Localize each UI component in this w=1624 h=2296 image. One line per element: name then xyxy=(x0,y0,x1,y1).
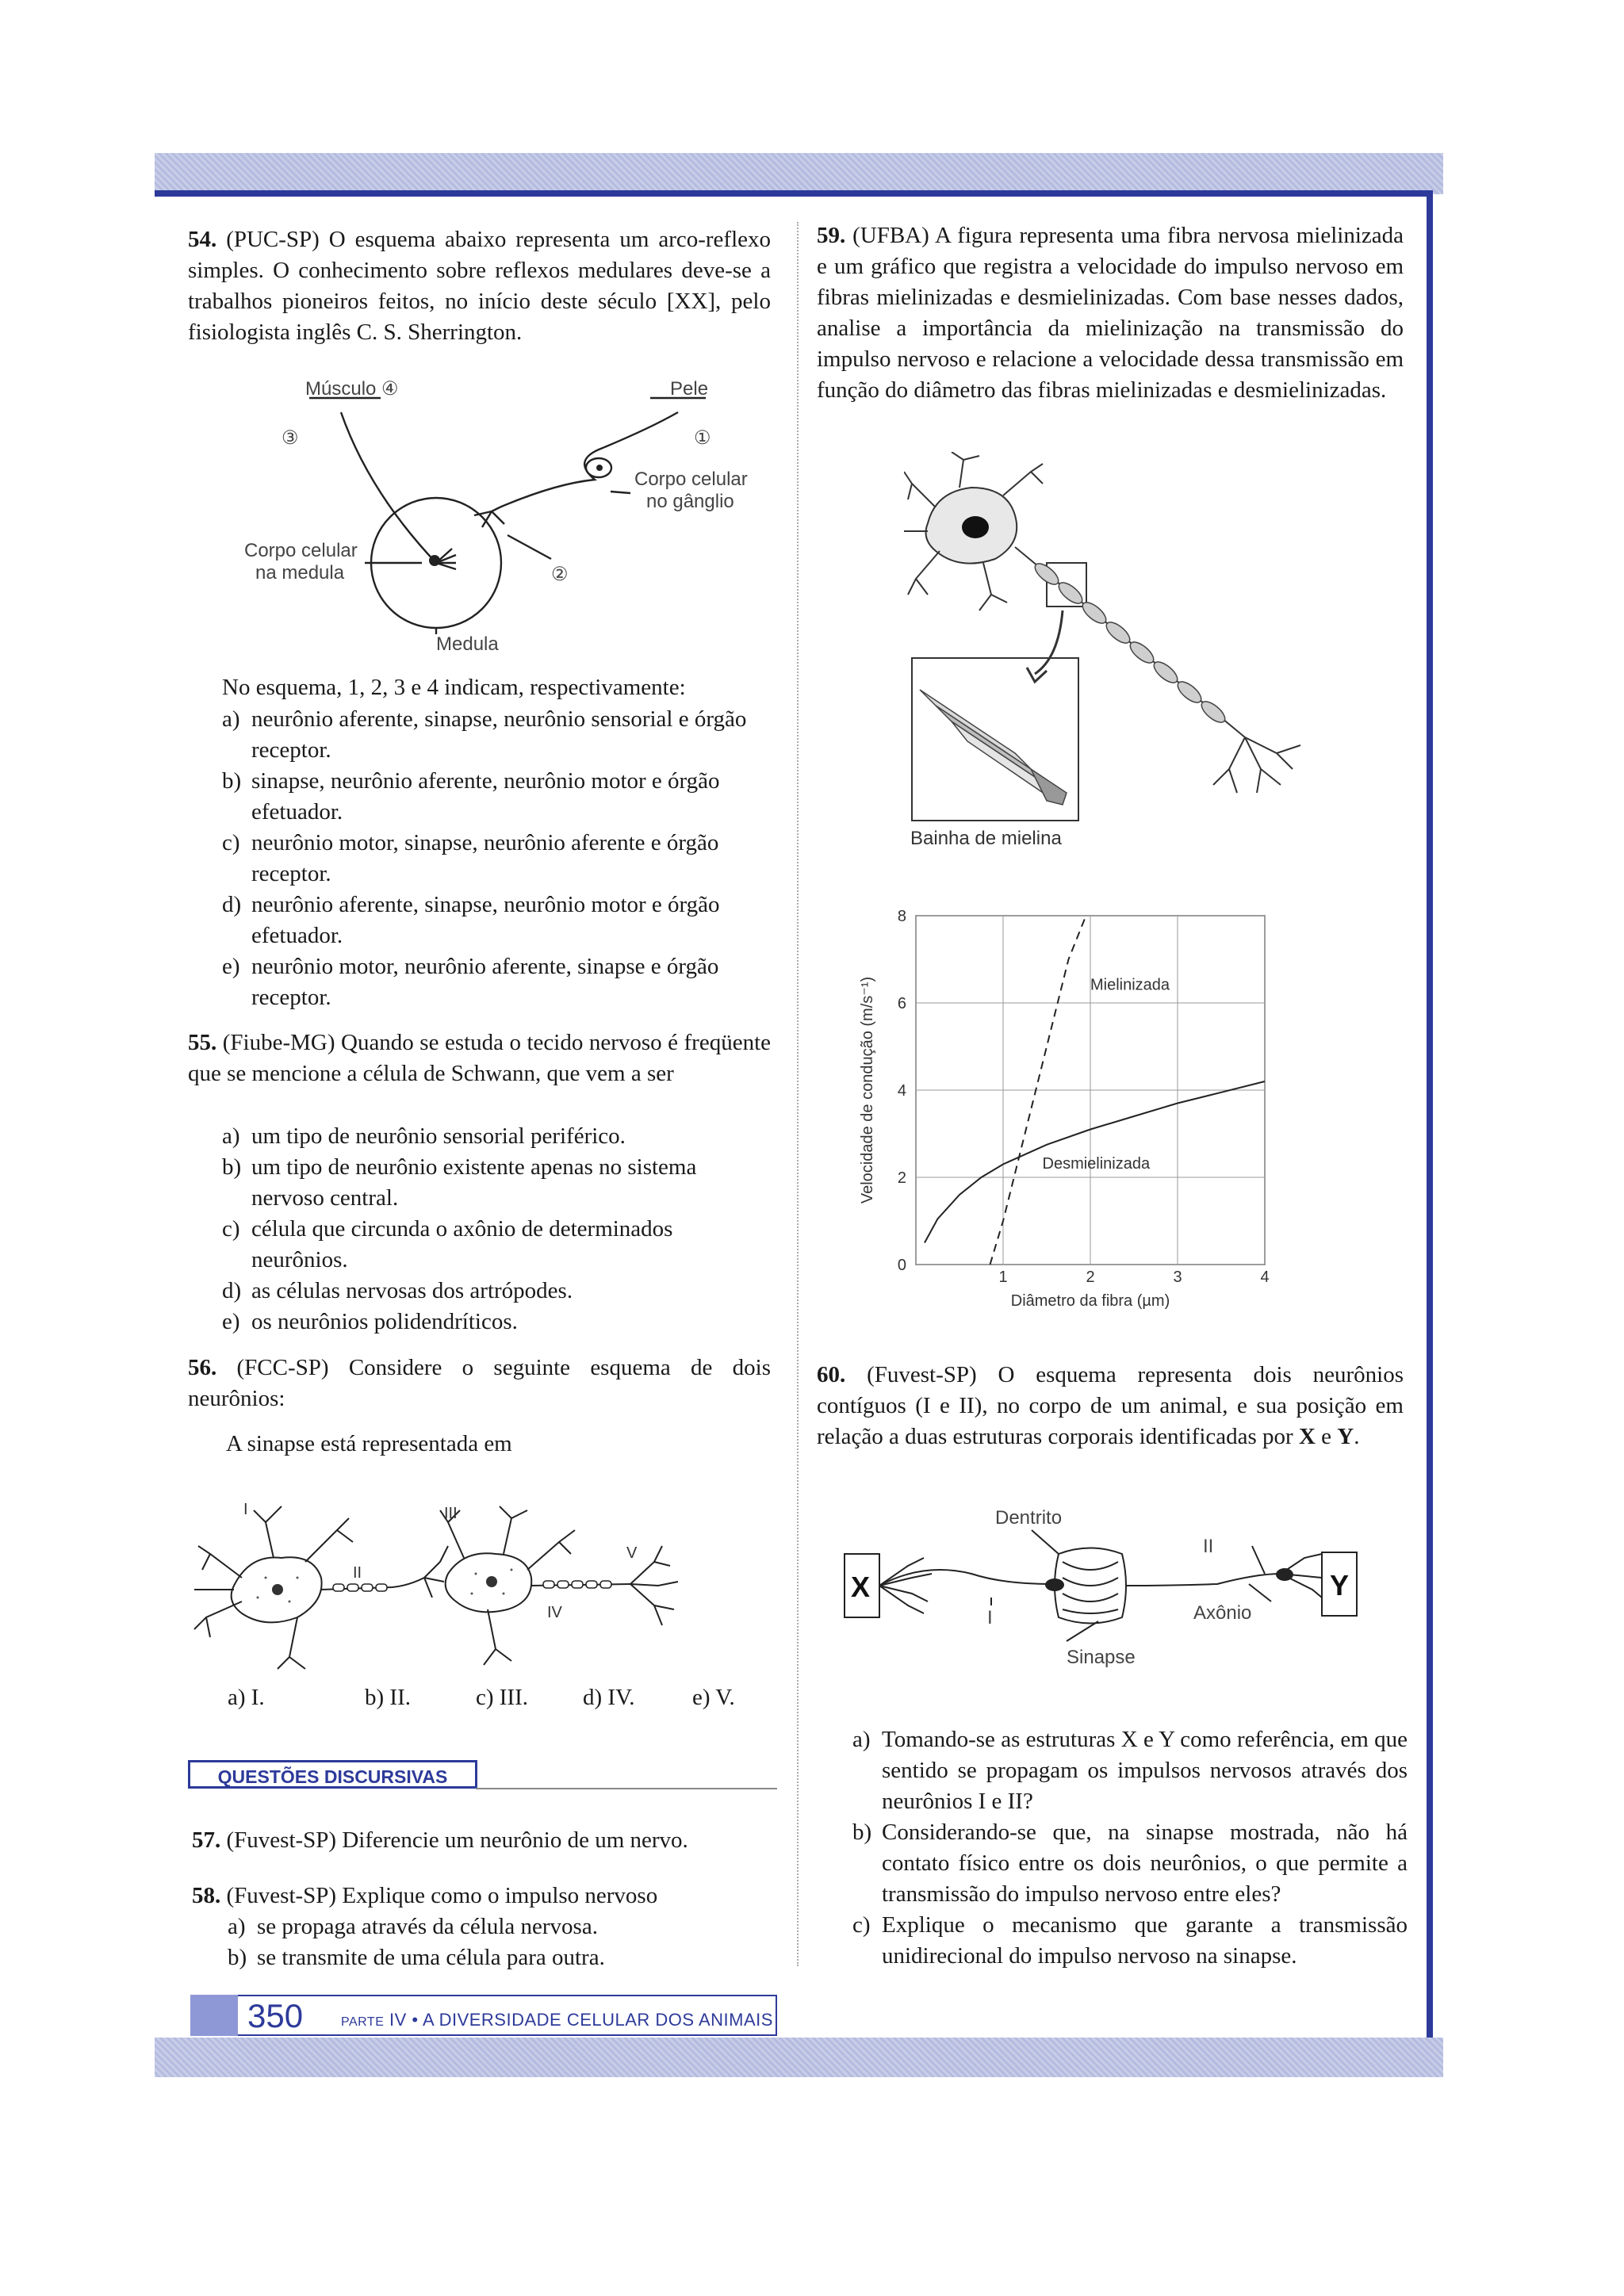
question-58 xyxy=(192,1881,775,1911)
section-rule xyxy=(476,1788,777,1789)
label-sinapse: Sinapse xyxy=(1067,1647,1136,1668)
y-tick-label: 0 xyxy=(897,1257,906,1274)
label-corpo-ganglio-1: Corpo celular xyxy=(634,469,748,490)
q60-option-b: b) Considerando-se que, na sinapse mostrada, não há contato físico entre os dois neurônios, o que permite a transmissão do impulso nervoso entre eles? xyxy=(852,1820,1408,1907)
question-56-stem: A sinapse está representada em xyxy=(226,1431,512,1456)
y-tick-label: 2 xyxy=(897,1169,906,1187)
q54-option-d: d) neurônio aferente, sinapse, neurônio motor e órgão efetuador. xyxy=(222,892,720,948)
bottom-band xyxy=(155,2038,1443,2077)
q56-option-c: c) III. xyxy=(476,1685,529,1710)
chart-grid xyxy=(916,916,1265,1265)
chart-labels xyxy=(859,908,1270,1310)
x-tick-label: 4 xyxy=(1260,1269,1270,1286)
question-text: (FCC-SP) Considere o seguinte esquema de dois neurônios: xyxy=(188,1355,771,1411)
footer-title: PARTE IV • A DIVERSIDADE CELULAR DOS ANIMAIS xyxy=(341,2010,773,2030)
two-neurons-synapse-diagram xyxy=(837,1498,1408,1697)
q56-option-d: d) IV. xyxy=(583,1685,635,1710)
two-neurons-diagram xyxy=(186,1498,741,1681)
label-V: V xyxy=(626,1544,638,1562)
question-text: (Fiube-MG) Quando se estuda o tecido nervoso é freqüente que se mencione a célula de Schwann, que vem a ser xyxy=(188,1030,771,1086)
x-tick-label: 2 xyxy=(1086,1269,1095,1286)
neuron-I-axon xyxy=(879,1570,1051,1586)
footer-accent xyxy=(190,1995,238,2036)
question-60: 60. (Fuvest-SP) O esquema representa dois neurônios contíguos (I e II), no corpo de um animal, e sua posição em relação a duas estruturas corporais identificadas por X e Y. xyxy=(817,1362,1404,1449)
frame-right-rule xyxy=(1427,190,1433,2038)
y-tick-label: 4 xyxy=(897,1082,906,1100)
label-III: III xyxy=(444,1505,458,1522)
question-56 xyxy=(188,1353,771,1414)
question-number: 54. xyxy=(188,227,217,252)
label-Y: Y xyxy=(1330,1569,1350,1601)
question-59 xyxy=(817,220,1404,406)
top-band xyxy=(155,153,1443,194)
q55-option-a: a) um tipo de neurônio sensorial periférico. xyxy=(222,1123,626,1149)
question-number: 58. xyxy=(192,1883,221,1908)
q54-option-e: e) neurônio motor, neurônio aferente, sinapse e órgão receptor. xyxy=(222,954,719,1010)
q56-option-e: e) V. xyxy=(692,1685,735,1710)
question-number: 57. xyxy=(192,1827,221,1853)
section-header: QUESTÕES DISCURSIVAS xyxy=(188,1760,477,1789)
label-corpo-medula-2: na medula xyxy=(255,562,345,584)
label-pele: Pele xyxy=(670,378,709,400)
label-I: I xyxy=(987,1607,993,1628)
question-text: (Fuvest-SP) Diferencie um neurônio de um nervo. xyxy=(226,1827,688,1853)
question-54 xyxy=(188,224,771,348)
label-I: I xyxy=(243,1501,248,1518)
label-2: ② xyxy=(551,564,569,585)
label-II: II xyxy=(1203,1536,1214,1557)
label-1: ① xyxy=(694,427,711,449)
label-X: X xyxy=(851,1571,871,1603)
q58-option-b: b) se transmite de uma célula para outra. xyxy=(228,1945,605,1970)
question-55 xyxy=(188,1027,771,1089)
question-text: (Fuvest-SP) O esquema representa dois neurônios contíguos (I e II), no corpo de um animal, e sua posição em relação a duas estruturas corporais identificadas por xyxy=(817,1362,1404,1449)
question-number: 60. xyxy=(817,1362,846,1387)
label-musculo: Músculo ④ xyxy=(305,378,399,400)
label-3: ③ xyxy=(282,427,299,449)
question-text: (Fuvest-SP) Explique como o impulso nervoso xyxy=(226,1883,658,1908)
q60-option-a: a) Tomando-se as estruturas X e Y como referência, em que sentido se propagam os impulsos nervosos através dos neurônios I e II? xyxy=(852,1727,1408,1814)
page-number: 350 xyxy=(247,1997,304,2034)
q54-option-b: b) sinapse, neurônio aferente, neurônio motor e órgão efetuador. xyxy=(222,768,720,825)
question-number: 59. xyxy=(817,223,846,248)
label-corpo-ganglio-2: no gânglio xyxy=(646,491,734,512)
q58-option-a: a) se propaga através da célula nervosa. xyxy=(228,1914,598,1939)
question-text: (PUC-SP) O esquema abaixo representa um arco-reflexo simples. O conhecimento sobre reflexos medulares deve-se a trabalhos pioneiros feitos, no início deste século [XX], pelo fisiologista inglês C. S. Sherrington. xyxy=(188,227,772,345)
y-tick-label: 6 xyxy=(897,995,906,1012)
x-axis-label: Diâmetro da fibra (µm) xyxy=(1010,1292,1170,1310)
q56-option-a: a) I. xyxy=(228,1685,265,1710)
label-medula: Medula xyxy=(436,633,499,655)
series-label-desmielinizada: Desmielinizada xyxy=(1042,1155,1151,1173)
question-57 xyxy=(192,1825,775,1856)
label-axonio: Axônio xyxy=(1193,1602,1252,1624)
label-corpo-medula-1: Corpo celular xyxy=(244,540,358,561)
column-divider xyxy=(797,222,799,1966)
myelinated-fiber-figure xyxy=(904,452,1316,864)
y-axis-label: Velocidade de condução (m/s⁻¹) xyxy=(859,976,876,1204)
q56-option-b: b) II. xyxy=(365,1685,411,1710)
label-IV: IV xyxy=(547,1604,562,1621)
q55-option-c: c) célula que circunda o axônio de determinados neurônios. xyxy=(222,1216,673,1272)
conduction-velocity-chart xyxy=(841,896,1293,1340)
q54-option-a: a) neurônio aferente, sinapse, neurônio sensorial e órgão receptor. xyxy=(222,706,747,763)
question-text: (UFBA) A figura representa uma fibra nervosa mielinizada e um gráfico que registra a velocidade do impulso nervoso em fibras mielinizadas e desmielinizadas. Com base nesses dados, analise a importância da mielinização na transmissão do impulso nervoso e relacione a velocidade dessa transmissão em função do diâmetro das fibras mielinizadas e desmielinizadas. xyxy=(817,223,1404,403)
q54-option-c: c) neurônio motor, sinapse, neurônio aferente e órgão receptor. xyxy=(222,830,719,886)
q55-option-d: d) as células nervosas dos artrópodes. xyxy=(222,1278,573,1303)
x-tick-label: 3 xyxy=(1173,1269,1182,1286)
label-II: II xyxy=(353,1564,362,1582)
x-tick-label: 1 xyxy=(998,1269,1008,1286)
q55-option-e: e) os neurônios polidendríticos. xyxy=(222,1309,518,1334)
series-label-mielinizada: Mielinizada xyxy=(1090,976,1170,994)
y-tick-label: 8 xyxy=(897,908,906,925)
q55-option-b: b) um tipo de neurônio existente apenas no sistema nervoso central. xyxy=(222,1154,697,1211)
figure-label: Bainha de mielina xyxy=(910,828,1062,849)
reflex-arc-diagram xyxy=(238,373,793,666)
question-number: 55. xyxy=(188,1030,217,1055)
question-54-stem: No esquema, 1, 2, 3 e 4 indicam, respectivamente: xyxy=(222,675,686,700)
question-number: 56. xyxy=(188,1355,217,1380)
q60-option-c: c) Explique o mecanismo que garante a transmissão unidirecional do impulso nervoso na sinapse. xyxy=(852,1912,1408,1969)
frame-top-rule xyxy=(155,190,1433,197)
label-dentrito: Dentrito xyxy=(995,1507,1063,1529)
